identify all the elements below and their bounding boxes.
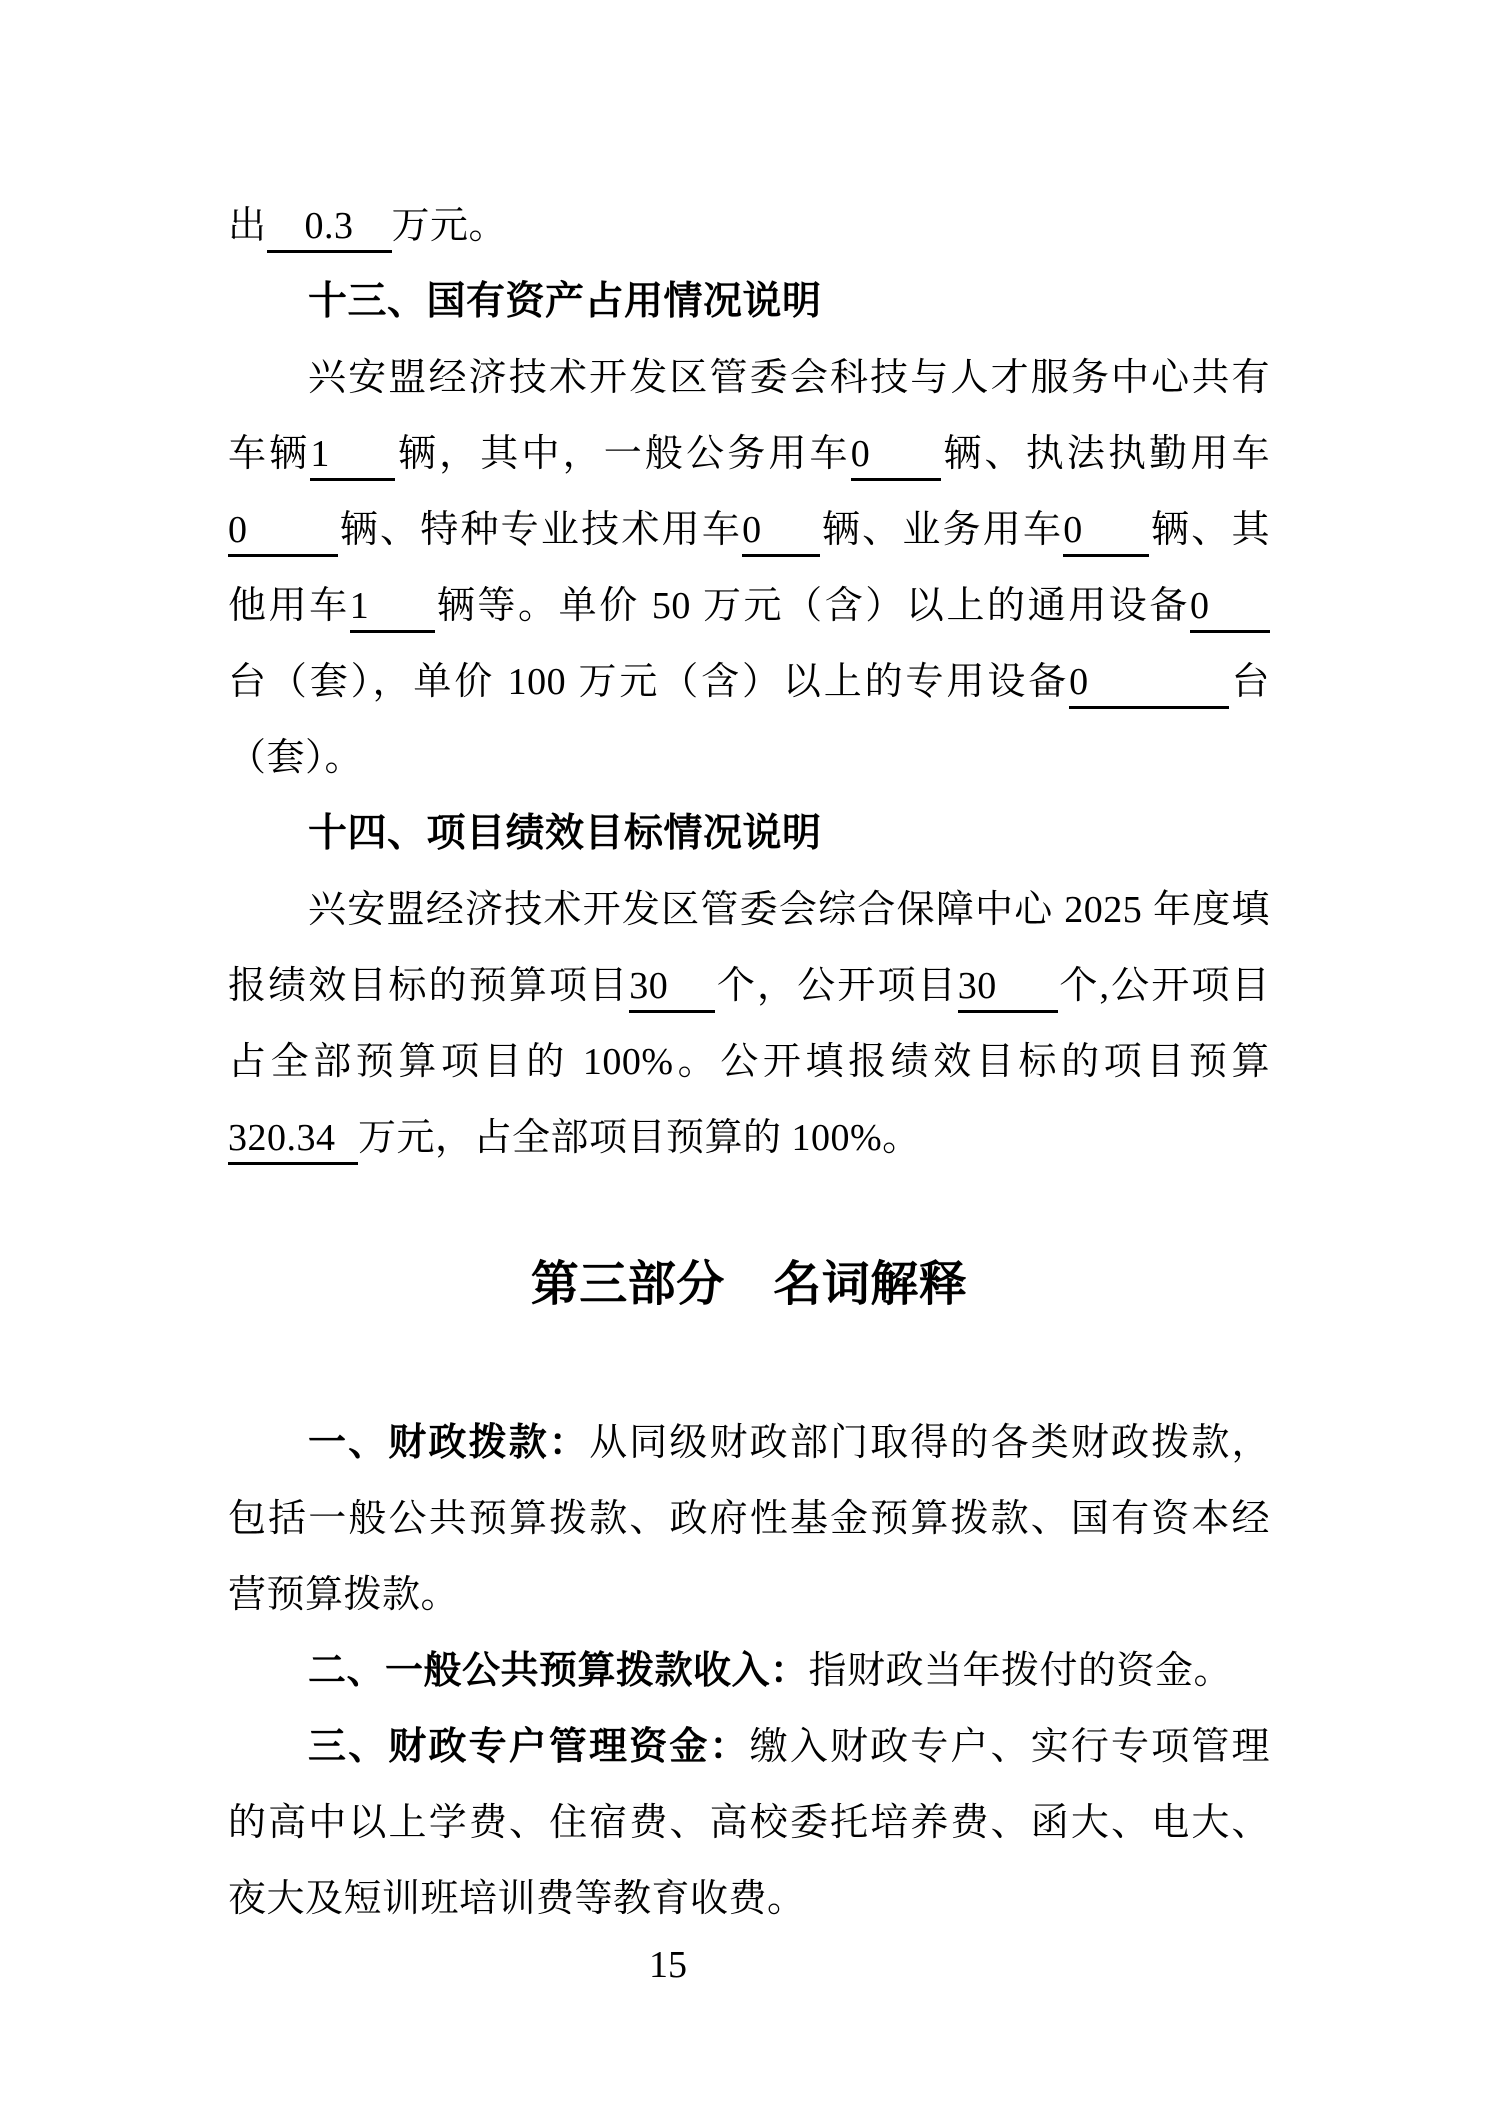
text-segment: 台 — [1229, 661, 1270, 703]
underlined-blank-value: 1 — [350, 584, 435, 633]
para-line — [228, 872, 1270, 948]
text-segment: 十三、国有资产占用情况说明 — [308, 280, 822, 323]
page-number: 15 — [649, 1944, 687, 1986]
text-segment: 他用车 — [228, 585, 350, 627]
text-segment: 辆等。单价 50 万元（含）以上的通用设备 — [434, 585, 1190, 627]
text-segment: 指财政当年拨付的资金。 — [808, 1650, 1233, 1692]
para-line — [228, 1557, 1270, 1633]
heading-13 — [228, 264, 1270, 340]
para-line — [228, 1861, 1270, 1937]
para-line — [228, 1481, 1270, 1557]
text-segment: 的高中以上学费、住宿费、高校委托培养费、函大、电大、 — [228, 1802, 1270, 1844]
text-segment: 占全部预算项目的 100%。公开填报绩效目标的项目预算 — [228, 1041, 1270, 1083]
underlined-blank-value: 30 — [629, 964, 715, 1013]
para-line — [228, 720, 1270, 796]
text-segment: 辆，其中，一般公务用车 — [395, 433, 851, 475]
text-segment: 第三部分 名词解释 — [530, 1258, 968, 1311]
text-segment: 从同级财政部门取得的各类财政拨款， — [589, 1422, 1270, 1464]
para-line — [228, 1024, 1270, 1100]
text-segment: 辆、业务用车 — [820, 509, 1064, 551]
underlined-blank-value: 0 — [851, 432, 941, 481]
underlined-blank-value: 0 — [1069, 660, 1229, 709]
underlined-blank-value: 0 — [742, 508, 820, 557]
text-segment: 报绩效目标的预算项目 — [228, 965, 630, 1007]
para-line — [228, 1100, 1270, 1176]
underlined-blank-value: 0 — [1190, 584, 1270, 633]
para-line — [228, 1709, 1270, 1785]
text-segment: 个,公开项目 — [1057, 965, 1270, 1007]
text-segment: 营预算拨款。 — [228, 1574, 460, 1616]
text-segment: 辆、其 — [1149, 509, 1270, 551]
underlined-blank-value: 320.34 — [228, 1116, 358, 1165]
text-segment: 辆、执法执勤用车 — [940, 433, 1270, 475]
para-line — [228, 340, 1270, 416]
underlined-blank-value: 0 — [228, 508, 338, 557]
text-segment: 台（套），单价 100 万元（含）以上的专用设备 — [228, 661, 1070, 703]
text-segment: 辆、特种专业技术用车 — [338, 509, 743, 551]
para-line — [228, 1633, 1270, 1709]
text-segment: 兴安盟经济技术开发区管委会综合保障中心 2025 年度填 — [308, 889, 1270, 931]
text-segment: 夜大及短训班培训费等教育收费。 — [228, 1878, 806, 1920]
text-segment: 兴安盟经济技术开发区管委会科技与人才服务中心共有 — [308, 357, 1270, 399]
underlined-blank-value: 1 — [310, 432, 395, 481]
text-segment: 万元，占全部项目预算的 100%。 — [358, 1117, 921, 1159]
para-line — [228, 1405, 1270, 1481]
underlined-blank-value: 0.3 — [267, 204, 392, 253]
text-segment: 出 — [228, 205, 267, 247]
para-line — [228, 948, 1270, 1024]
underlined-blank-value: 0 — [1063, 508, 1149, 557]
document-body — [228, 188, 1270, 1937]
para-line — [228, 1785, 1270, 1861]
text-segment: 包括一般公共预算拨款、政府性基金预算拨款、国有资本经 — [228, 1498, 1270, 1540]
heading-14 — [228, 796, 1270, 872]
underlined-blank-value: 30 — [958, 964, 1058, 1013]
text-segment: （套）。 — [228, 737, 364, 779]
bold-term: 一、财政拨款： — [308, 1422, 590, 1464]
bold-term: 三、财政专户管理资金： — [308, 1726, 750, 1768]
para-line — [228, 568, 1270, 644]
text-segment: 个，公开项目 — [715, 965, 958, 1007]
section-title — [228, 1247, 1270, 1323]
text-segment: 万元。 — [391, 205, 508, 247]
para-line — [228, 188, 1270, 264]
para-line — [228, 644, 1270, 720]
para-line — [228, 416, 1270, 492]
bold-term: 二、一般公共预算拨款收入： — [308, 1650, 809, 1692]
text-segment: 车辆 — [228, 433, 311, 475]
text-segment: 十四、项目绩效目标情况说明 — [308, 812, 822, 855]
text-segment: 缴入财政专户、实行专项管理 — [749, 1726, 1270, 1768]
para-line — [228, 492, 1270, 568]
